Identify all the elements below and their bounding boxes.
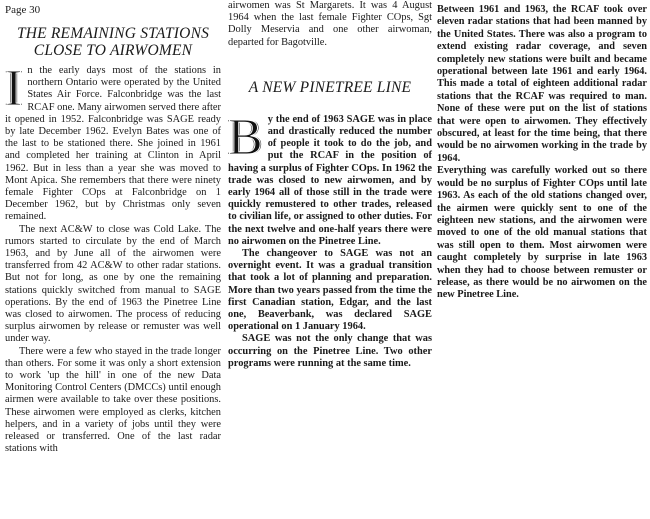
- drop-cap: B: [228, 108, 263, 166]
- column-middle: [228, 0, 432, 370]
- paragraph: airwomen was St Margarets. It was 4 August 1964 when the last female Fighter COps, Sgt Dolly Meservia and one other airwoman, departed for Bagotville.: [228, 0, 432, 48]
- paragraph-text: n the early days most of the stations in northern Ontario were operated by the United States Air Force. Falconbridge was the last RCAF one. Many airwomen served there after it opened in 1952. Falconbridge was SAGE ready by late December 1962. Evelyn Bates was one of the last to be stationed there. She joined in 1961 and completed her training at Clinton in April 1962. But in less than a year she was moved to Mont Apica. She remembers that there were ninety female Fighter COps at Falconbridge on 1 December 1962, but by Christmas only seven remained.: [5, 65, 221, 223]
- paragraph: [5, 60, 221, 224]
- paragraph: The changeover to SAGE was not an overnight event. It was a gradual transition that took a lot of planning and preparation. More than two years passed from the time the first Canadian station, Edgar, and the last one, Beaverbank, was declared SAGE operational on 1 January 1964.: [228, 248, 432, 333]
- drop-cap: I: [5, 60, 23, 117]
- paragraph: Everything was carefully worked out so there would be no surplus of Fighter COps until late 1963. As each of the old stations changed over, the airmen were quickly sent to one of the eighteen new stations, and the airwomen were moved to one of the old manual stations that was still open to them. Most airwomen were caught completely by surprise in late 1963 when they had to choose between remuster or release, as there would be no airwomen on the new Pinetree Line.: [437, 165, 647, 301]
- section-heading-remaining-stations: [5, 25, 221, 59]
- section-heading-new-pinetree-line: A NEW PINETREE LINE: [248, 78, 412, 96]
- heading-line-2: CLOSE TO AIRWOMEN: [33, 42, 193, 59]
- paragraph-text: y the end of 1963 SAGE was in place and drastically reduced the number of people it took to do the job, and put the RCAF in the position of having a surplus of Fighter COps. In 1962 the trade was closed to new airwomen, and by early 1964 all of those still in the trade were quickly remustered to other trades, released to civilian life, or assigned to other duties. For the next twelve and one-half years there were no airwomen on the Pinetree Line.: [228, 113, 432, 247]
- paragraph: There were a few who stayed in the trade longer than others. For some it was only a short extension to work 'up the hill' in one of the new Data Monitoring Control Centers (DMCCs) until enough airmen were available to take over these positions. These airwomen were employed as clerks, kitchen helpers, and in a variety of jobs until they were released or transferred. One of the last radar stations with: [5, 345, 221, 455]
- page-number: Page 30: [5, 4, 41, 16]
- paragraph: The next AC&W to close was Cold Lake. The rumors started to circulate by the end of March 1963, and by June all of the airwomen were transferred from 42 AC&W to other radar stations. But not for long, as one by one the remaining stations quickly switched from manual to SAGE operations. By the end of 1963 the Pinetree Line was closed to airwomen. The process of reducing surplus airwomen by release or remuster was well under way.: [5, 223, 221, 345]
- column-right: [437, 4, 647, 302]
- paragraph: SAGE was not the only change that was occurring on the Pinetree Line. Two other programs were running at the same time.: [228, 333, 432, 369]
- heading-line-1: THE REMAINING STATIONS: [16, 25, 210, 42]
- column-left: [5, 25, 221, 456]
- paragraph: [228, 108, 432, 248]
- paragraph: Between 1961 and 1963, the RCAF took over eleven radar stations that had been manned by the United States. There was also a program to extend existing radar coverage, and seven completely new stations were built and became operational between late 1961 and early 1964. This made a total of eighteen additional radar stations that the RCAF was required to man. None of these were put on the list of stations that were open to airwomen. They effectively obscured, at least for the time being, that there would be no airwomen working in the trade by 1964.: [437, 4, 647, 164]
